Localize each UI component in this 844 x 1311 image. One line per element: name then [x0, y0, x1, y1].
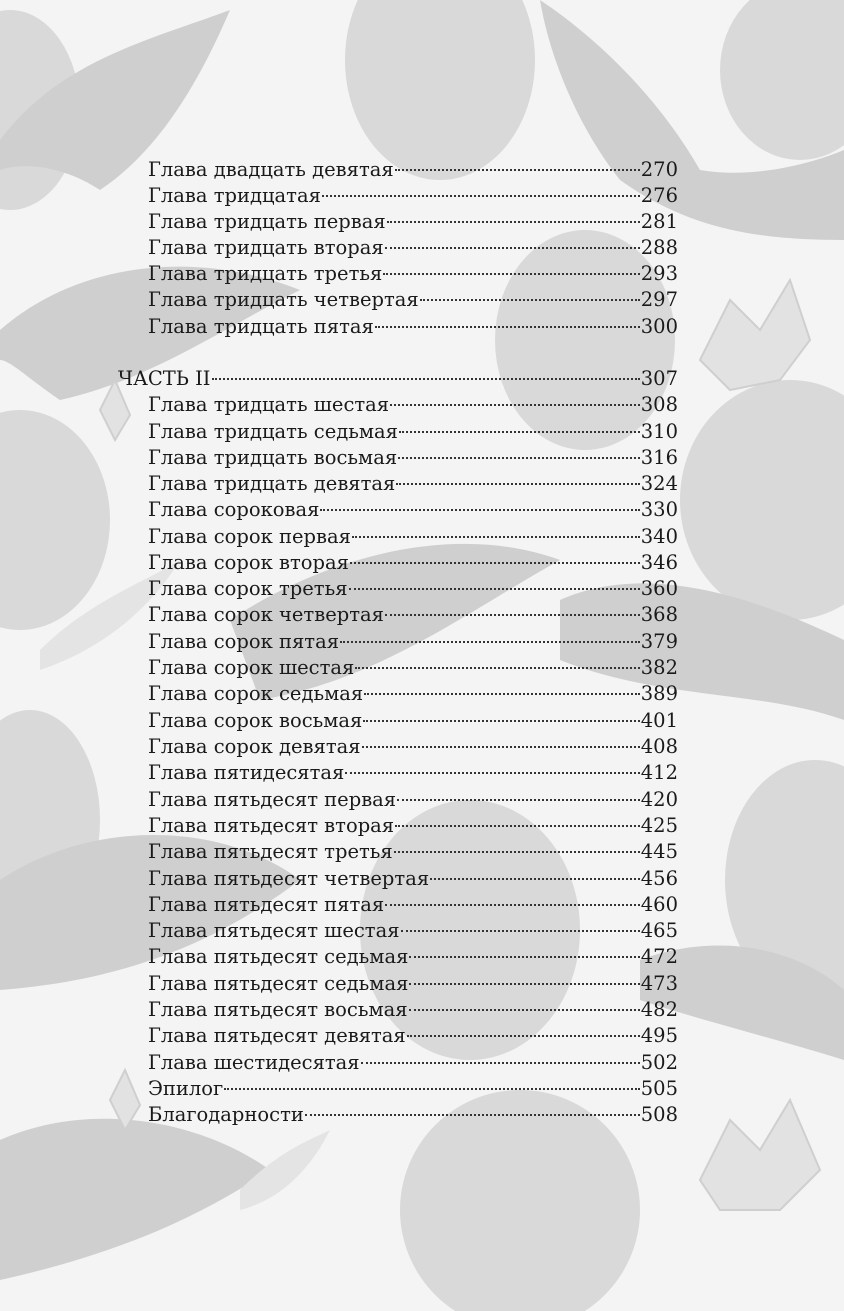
toc-entry-title: Глава тридцать шестая: [148, 393, 390, 416]
dot-leader: [375, 326, 640, 328]
toc-entry-title: Глава сорок вторая: [148, 551, 349, 574]
toc-entry-title: Глава пятьдесят седьмая: [148, 972, 409, 995]
dot-leader: [395, 825, 640, 827]
toc-entry-page: 408: [640, 735, 678, 758]
toc-entry-page: 460: [640, 893, 678, 916]
toc-entry-title: Глава пятьдесят вторая: [148, 814, 395, 837]
toc-entry-page: 505: [640, 1077, 678, 1100]
dot-leader: [361, 1062, 640, 1064]
toc-entry[interactable]: [148, 261, 678, 287]
dot-leader: [394, 851, 640, 853]
toc-entry[interactable]: [148, 157, 678, 183]
toc-entry-title: Глава пятьдесят пятая: [148, 893, 385, 916]
toc-entry[interactable]: [148, 419, 678, 445]
toc-entry-page: 293: [640, 262, 678, 285]
dot-leader: [395, 169, 640, 171]
dot-leader: [349, 588, 640, 590]
toc-entry-title: Глава пятьдесят четвертая: [148, 867, 430, 890]
dot-leader: [399, 431, 640, 433]
toc-entry-title: Глава сорок седьмая: [148, 682, 364, 705]
toc-entry[interactable]: [148, 1102, 678, 1128]
toc-entry-title: Глава шестидесятая: [148, 1051, 360, 1074]
toc-entry[interactable]: [148, 524, 678, 550]
toc-entry-page: 508: [640, 1103, 678, 1126]
toc-entry[interactable]: [148, 813, 678, 839]
dot-leader: [385, 247, 640, 249]
toc-entry[interactable]: [148, 944, 678, 970]
toc-entry-title: Глава тридцать седьмая: [148, 420, 398, 443]
toc-part-title: ЧАСТЬ II: [118, 367, 211, 390]
toc-entry[interactable]: [148, 629, 678, 655]
toc-entry-title: Глава пятьдесят девятая: [148, 1024, 406, 1047]
toc-entry-page: 465: [640, 919, 678, 942]
toc-entry-page: 401: [640, 709, 678, 732]
toc-entry-title: Глава сорок девятая: [148, 735, 361, 758]
dot-leader: [212, 378, 640, 380]
toc-entry-title: Глава тридцать восьмая: [148, 446, 398, 469]
dot-leader: [385, 904, 640, 906]
toc-entry-page: 382: [640, 656, 678, 679]
toc-entry[interactable]: [148, 602, 678, 628]
toc-entry-title: Глава пятидесятая: [148, 761, 345, 784]
toc-entry[interactable]: [148, 655, 678, 681]
dot-leader: [383, 273, 639, 275]
toc-entry-title: Глава пятьдесят первая: [148, 788, 397, 811]
toc-entry[interactable]: [148, 209, 678, 235]
toc-entry[interactable]: [148, 787, 678, 813]
dot-leader: [387, 221, 640, 223]
toc-entry-title: Глава двадцать девятая: [148, 158, 394, 181]
toc-entry[interactable]: [148, 1050, 678, 1076]
toc-entry[interactable]: [148, 892, 678, 918]
toc-entry-page: 276: [640, 184, 678, 207]
toc-entry-title: Глава сороковая: [148, 498, 320, 521]
dot-leader: [397, 799, 640, 801]
toc-entry[interactable]: [148, 287, 678, 313]
toc-entry-title: Глава тридцать третья: [148, 262, 383, 285]
dot-leader: [390, 404, 640, 406]
dot-leader: [401, 930, 640, 932]
toc-entry[interactable]: [148, 314, 678, 340]
toc-entry-title: Эпилог: [148, 1077, 224, 1100]
toc-entry[interactable]: [148, 734, 678, 760]
toc-entry-title: Глава пятьдесят шестая: [148, 919, 400, 942]
toc-entry[interactable]: [148, 1076, 678, 1102]
toc-entry-page: 324: [640, 472, 678, 495]
toc-entry-page: 330: [640, 498, 678, 521]
toc-entry-page: 316: [640, 446, 678, 469]
dot-leader: [398, 457, 640, 459]
toc-entry-page: 389: [640, 682, 678, 705]
toc-entry[interactable]: [148, 550, 678, 576]
toc-entry[interactable]: [148, 681, 678, 707]
toc-entry-page: 472: [640, 945, 678, 968]
toc-entry-title: Глава тридцать девятая: [148, 472, 396, 495]
toc-entry-page: 368: [640, 603, 678, 626]
dot-leader: [352, 536, 640, 538]
dot-leader: [385, 614, 640, 616]
toc-entry[interactable]: [148, 839, 678, 865]
toc-entry-page: 360: [640, 577, 678, 600]
toc-entry-title: Глава сорок восьмая: [148, 709, 363, 732]
dot-leader: [430, 878, 640, 880]
toc-entry-title: Глава пятьдесят седьмая: [148, 945, 409, 968]
dot-leader: [362, 746, 640, 748]
toc-entry-page: 288: [640, 236, 678, 259]
toc-entry-title: Глава тридцать пятая: [148, 315, 374, 338]
dot-leader: [420, 299, 640, 301]
toc-entry-title: Глава сорок пятая: [148, 630, 340, 653]
toc-entry-title: Глава сорок шестая: [148, 656, 355, 679]
dot-leader: [364, 693, 640, 695]
dot-leader: [409, 1009, 640, 1011]
toc-entry-page: 270: [640, 158, 678, 181]
toc-entry[interactable]: [148, 866, 678, 892]
toc-entry-page: 412: [640, 761, 678, 784]
toc-entry[interactable]: [148, 918, 678, 944]
toc-entry-page: 445: [640, 840, 678, 863]
toc-entry[interactable]: [148, 708, 678, 734]
toc-entry-title: Глава тридцать четвертая: [148, 288, 419, 311]
dot-leader: [409, 983, 639, 985]
toc-entry[interactable]: [148, 760, 678, 786]
toc-part-entry[interactable]: [118, 366, 678, 392]
dot-leader: [345, 772, 639, 774]
toc-entry-title: Глава сорок четвертая: [148, 603, 384, 626]
toc-entry-title: Глава пятьдесят восьмая: [148, 998, 408, 1021]
toc-entry-page: 300: [640, 315, 678, 338]
toc-entry-title: Глава тридцатая: [148, 184, 321, 207]
toc-entry[interactable]: [148, 183, 678, 209]
toc-entry-page: 425: [640, 814, 678, 837]
dot-leader: [305, 1114, 640, 1116]
toc-entry-page: 502: [640, 1051, 678, 1074]
dot-leader: [396, 483, 639, 485]
toc-entry-page: 308: [640, 393, 678, 416]
toc-entry-page: 340: [640, 525, 678, 548]
dot-leader: [407, 1035, 640, 1037]
toc-entry-page: 346: [640, 551, 678, 574]
toc-entry-page: 310: [640, 420, 678, 443]
dot-leader: [224, 1088, 640, 1090]
toc-entry-title: Глава тридцать вторая: [148, 236, 384, 259]
dot-leader: [322, 195, 640, 197]
toc-entry-title: Благодарности: [148, 1103, 304, 1126]
dot-leader: [355, 667, 639, 669]
toc-entry-page: 456: [640, 867, 678, 890]
dot-leader: [340, 641, 640, 643]
toc-entry-page: 420: [640, 788, 678, 811]
dot-leader: [363, 720, 639, 722]
toc-entry[interactable]: [148, 471, 678, 497]
toc-entry-title: Глава тридцать первая: [148, 210, 386, 233]
toc-entry-page: 297: [640, 288, 678, 311]
toc-entry[interactable]: [148, 971, 678, 997]
dot-leader: [350, 562, 640, 564]
dot-leader: [320, 509, 639, 511]
toc-entry-page: 495: [640, 1024, 678, 1047]
toc-entry-page: 482: [640, 998, 678, 1021]
toc-part-page: 307: [640, 367, 678, 390]
toc-entry[interactable]: [148, 576, 678, 602]
toc-entry[interactable]: [148, 445, 678, 471]
toc-entry[interactable]: [148, 1023, 678, 1049]
toc-entry[interactable]: [148, 392, 678, 418]
toc-entry-page: 473: [640, 972, 678, 995]
toc-entry-title: Глава сорок первая: [148, 525, 351, 548]
toc-entry[interactable]: [148, 497, 678, 523]
toc-entry[interactable]: [148, 235, 678, 261]
dot-leader: [409, 956, 639, 958]
toc-entry-title: Глава сорок третья: [148, 577, 348, 600]
toc-entry-title: Глава пятьдесят третья: [148, 840, 393, 863]
toc-entry-page: 281: [640, 210, 678, 233]
toc-entry[interactable]: [148, 997, 678, 1023]
toc-entry-page: 379: [640, 630, 678, 653]
